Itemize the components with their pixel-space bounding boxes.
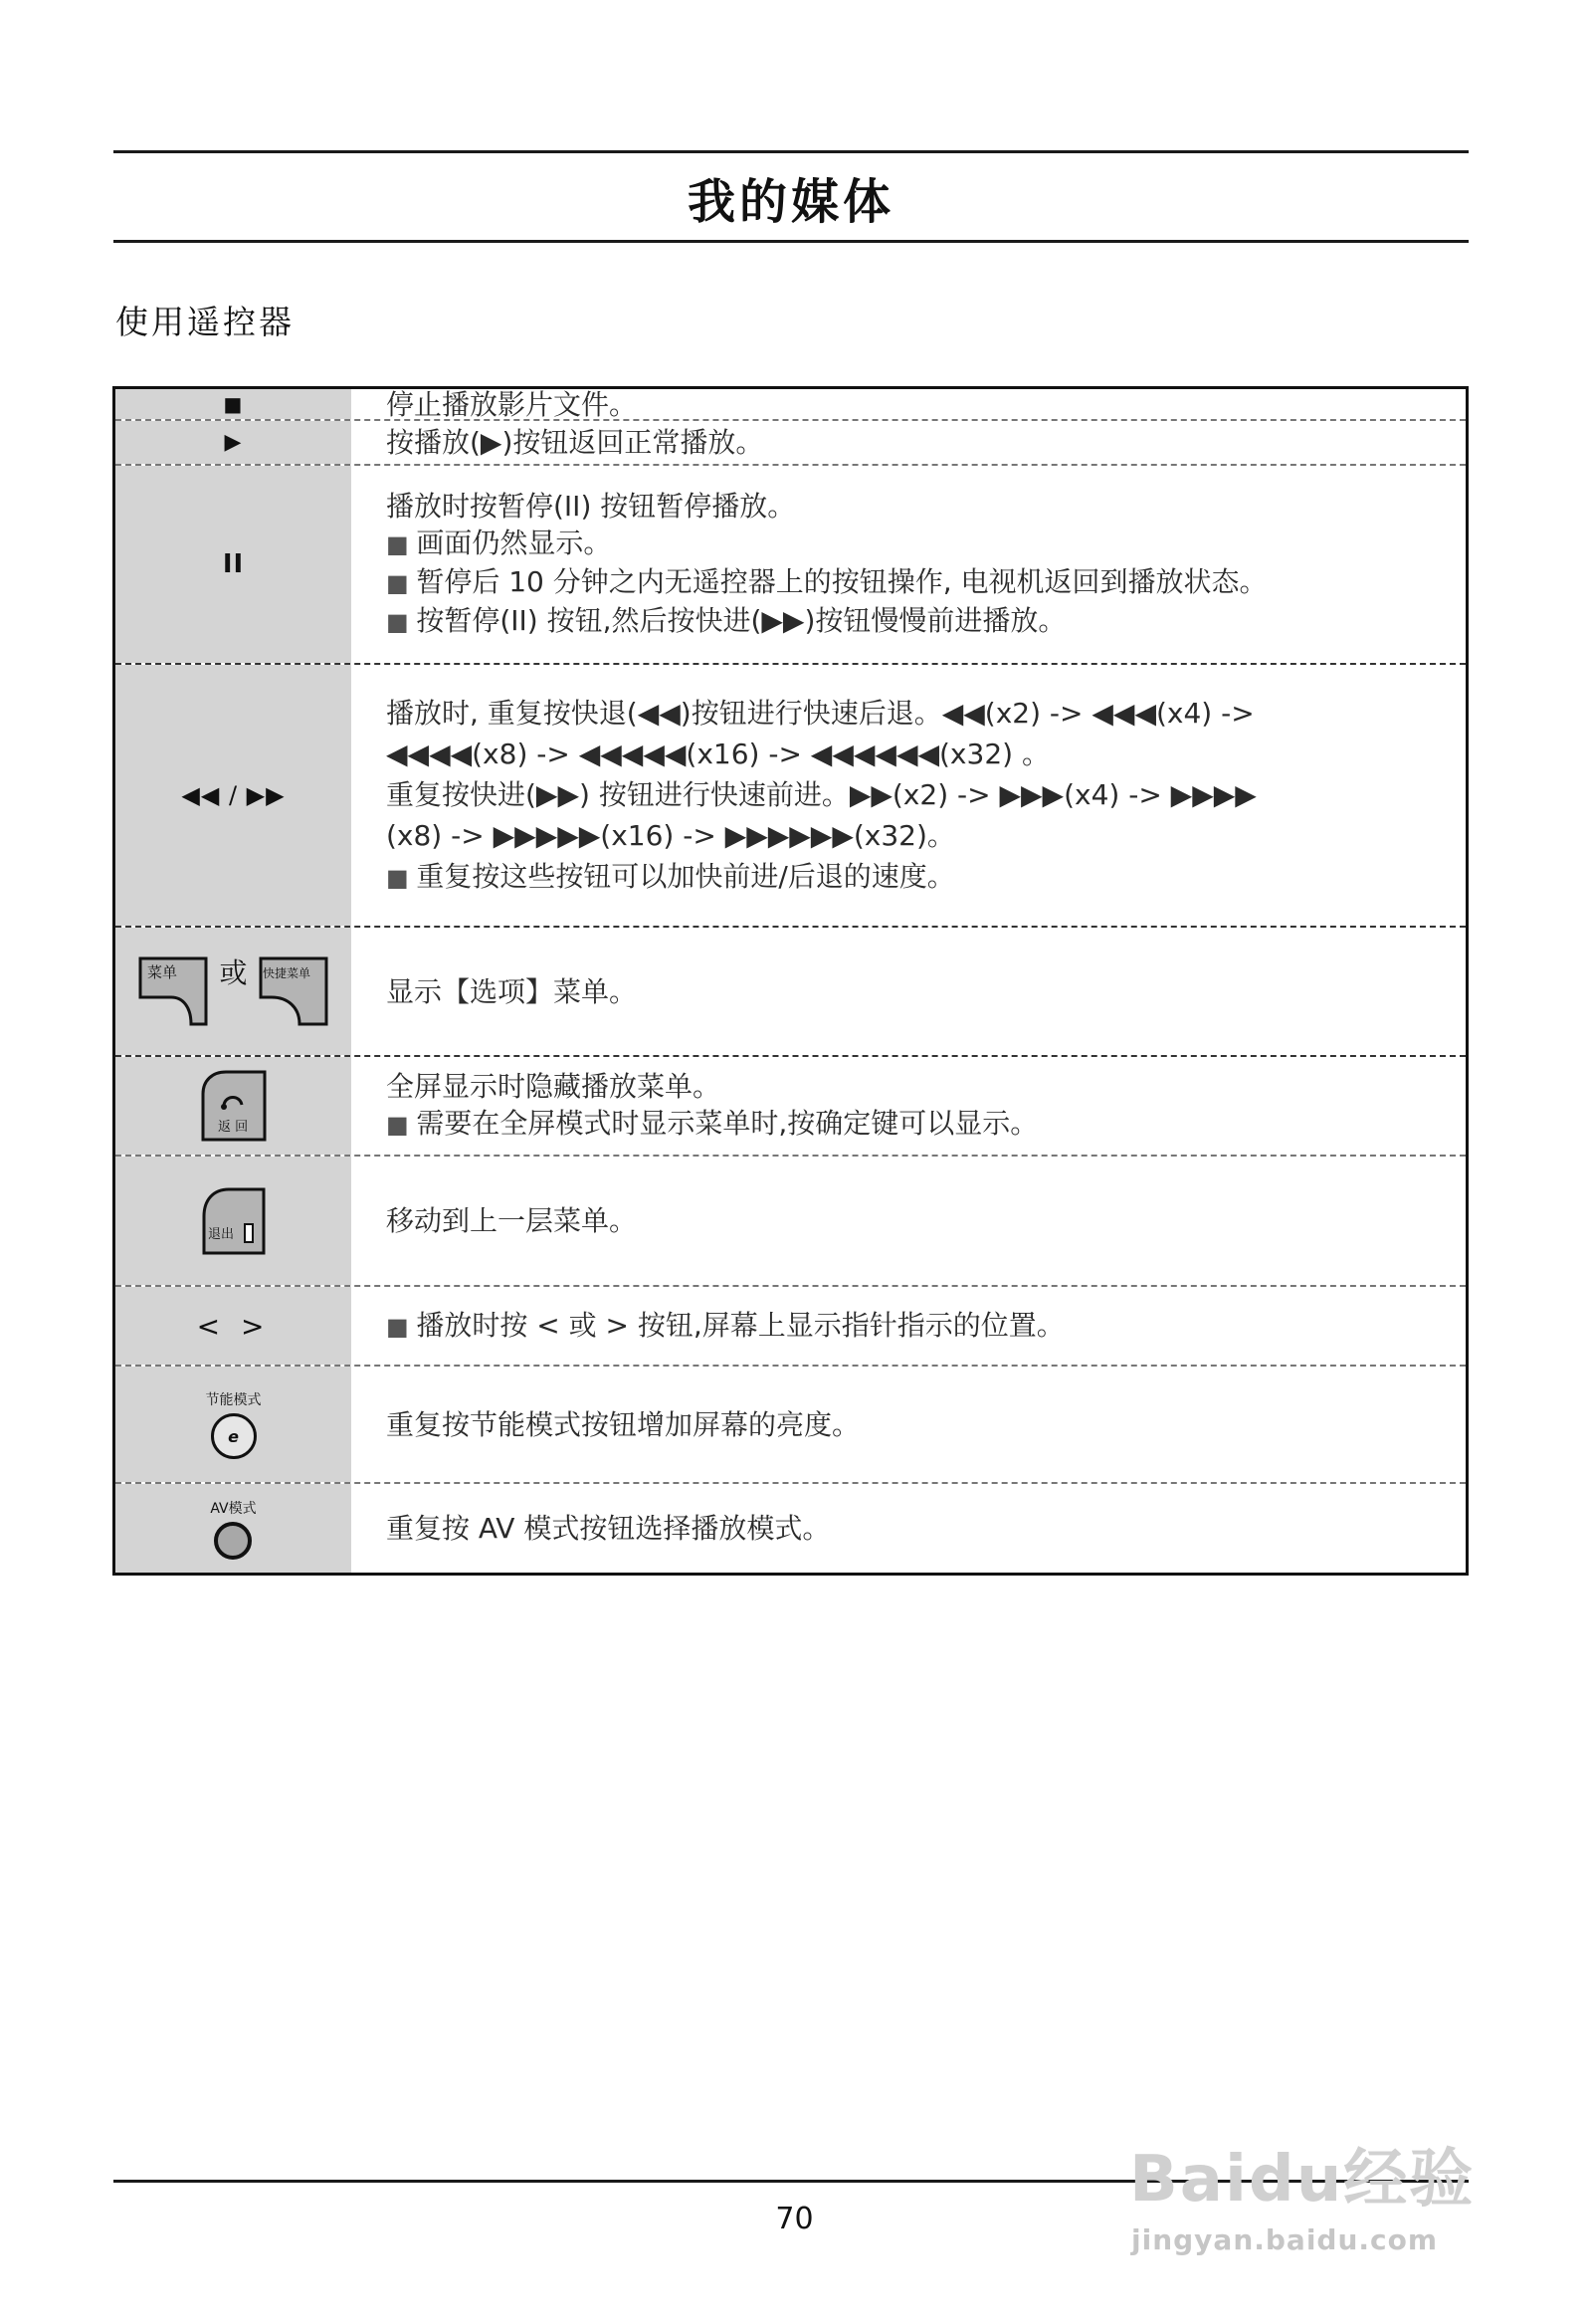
stop-key-cell	[115, 389, 351, 419]
av-mode-description	[351, 1484, 1466, 1573]
desc-line: 停止播放影片文件。	[386, 387, 638, 421]
title-underline	[113, 240, 1469, 243]
exit-key-cell	[115, 1157, 351, 1285]
table-row-play	[115, 419, 1466, 464]
av-mode-key-cell	[115, 1484, 351, 1573]
left-right-key-cell	[115, 1287, 351, 1365]
table-row-stop	[115, 389, 1466, 419]
desc-line: (x8) -> ▶▶▶▶▶(x16) -> ▶▶▶▶▶▶(x32)。	[386, 818, 955, 852]
desc-line: 全屏显示时隐藏播放菜单。	[386, 1070, 721, 1103]
table-row-exit	[115, 1155, 1466, 1285]
back-description	[351, 1057, 1466, 1155]
left-right-arrows-icon: < >	[196, 1309, 271, 1343]
desc-bullet: ■ 暂停后 10 分钟之内无遥控器上的按钮操作, 电视机返回到播放状态。	[386, 563, 1452, 602]
quick-menu-button-icon	[258, 955, 329, 1027]
page-title: 我的媒体	[687, 174, 894, 230]
back-key-cell	[115, 1057, 351, 1155]
exit-button-icon	[201, 1186, 267, 1256]
section-heading: 使用遥控器	[115, 303, 295, 341]
return-button-icon	[200, 1069, 268, 1143]
table-row-energy-saving	[115, 1365, 1466, 1482]
energy-saving-key-cell	[115, 1367, 351, 1482]
desc-bullet: ■ 按暂停(II) 按钮,然后按快进(▶▶)按钮慢慢前进播放。	[386, 602, 1452, 641]
pause-key-cell	[115, 466, 351, 663]
baidu-watermark: Baidu经验	[1129, 2143, 1476, 2217]
watermark-url: jingyan.baidu.com	[1131, 2223, 1439, 2256]
play-key-cell	[115, 421, 351, 464]
menu-key-cell	[115, 928, 351, 1055]
table-row-left-right	[115, 1285, 1466, 1365]
play-icon: ▶	[224, 430, 243, 455]
table-row-back	[115, 1055, 1466, 1155]
desc-bullet: ■ 画面仍然显示。	[386, 525, 1452, 563]
menu-description	[351, 928, 1466, 1055]
desc-line: 重复按节能模式按钮增加屏幕的亮度。	[386, 1407, 861, 1441]
svg-text:快捷菜单: 快捷菜单	[262, 966, 310, 980]
svg-text:菜单: 菜单	[147, 963, 178, 981]
pause-icon: II	[222, 549, 245, 579]
table-row-av-mode	[115, 1482, 1466, 1573]
av-mode-button	[210, 1498, 256, 1560]
av-mode-label: AV模式	[210, 1500, 257, 1517]
pause-description	[351, 466, 1466, 663]
remote-control-table	[112, 386, 1469, 1576]
desc-bullet: ■ 重复按这些按钮可以加快前进/后退的速度。	[386, 856, 1452, 899]
energy-saving-button	[206, 1389, 262, 1459]
eco-leaf-icon: e	[211, 1413, 257, 1459]
left-right-description	[351, 1287, 1466, 1365]
desc-line: 移动到上一层菜单。	[386, 1204, 638, 1237]
top-rule	[113, 150, 1469, 153]
desc-line: 重复按 AV 模式按钮选择播放模式。	[386, 1512, 831, 1545]
desc-line: 播放时, 重复按快退(◀◀)按钮进行快速后退。◀◀(x2) -> ◀◀◀(x4) ->	[386, 696, 1255, 730]
desc-line: 显示【选项】菜单。	[386, 974, 638, 1008]
desc-line: 重复按快进(▶▶) 按钮进行快速前进。▶▶(x2) -> ▶▶▶(x4) -> ▶▶▶▶	[386, 777, 1257, 811]
page-number: 70	[775, 2202, 814, 2236]
stop-icon: ■	[223, 392, 244, 416]
av-mode-round-icon	[214, 1522, 252, 1560]
stop-description	[351, 389, 1466, 419]
energy-saving-label: 节能模式	[205, 1392, 262, 1408]
desc-line: 按播放(▶)按钮返回正常播放。	[386, 426, 764, 459]
desc-line: 播放时按暂停(II) 按钮暂停播放。	[386, 490, 796, 523]
table-row-pause	[115, 464, 1466, 663]
or-label: 或	[219, 956, 248, 989]
rewind-forward-icon: ◀◀ / ▶▶	[181, 781, 286, 809]
energy-saving-description	[351, 1367, 1466, 1482]
desc-bullet: ■ 播放时按 < 或 > 按钮,屏幕上显示指针指示的位置。	[386, 1307, 1452, 1346]
exit-description	[351, 1157, 1466, 1285]
table-row-rewind-forward	[115, 663, 1466, 926]
rewind-forward-key-cell	[115, 665, 351, 926]
menu-button-icon	[137, 955, 209, 1027]
desc-line: ◀◀◀◀(x8) -> ◀◀◀◀◀(x16) -> ◀◀◀◀◀◀(x32) 。	[386, 737, 1050, 770]
play-description	[351, 421, 1466, 464]
table-row-menu	[115, 926, 1466, 1055]
rewind-forward-description	[351, 665, 1466, 926]
desc-bullet: ■ 需要在全屏模式时显示菜单时,按确定键可以显示。	[386, 1105, 1452, 1144]
svg-text:返 回: 返 回	[217, 1120, 248, 1135]
svg-text:退出: 退出	[207, 1226, 234, 1242]
